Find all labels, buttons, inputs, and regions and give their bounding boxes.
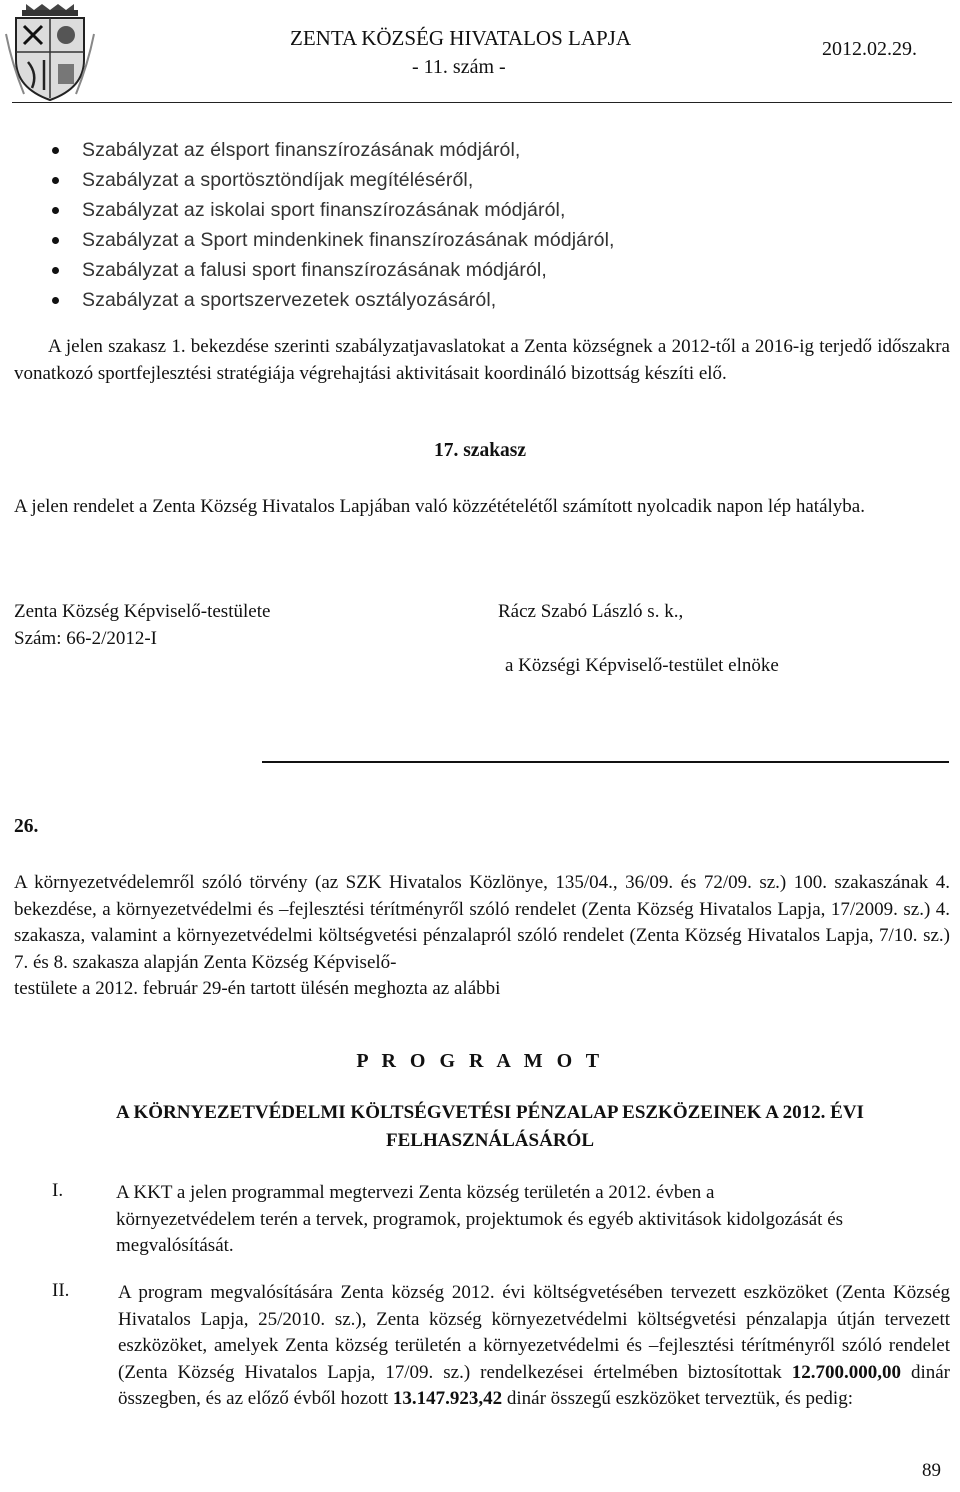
bullet-icon [52, 207, 59, 214]
item-2-number: II. [52, 1280, 70, 1301]
item-1-text: A KKT a jelen programmal megtervezi Zenta község területén a 2012. évben a környezetvédelem terén a tervek, programok, projektumok és egyéb aktivitások kidolgozását és megvalósítását. [116, 1182, 844, 1256]
signature-name: Rácz Szabó László s. k., [498, 601, 684, 622]
header-issue-number: - 11. szám - [412, 56, 506, 78]
list-item: Szabályzat a falusi sport finanszírozásának módjáról, [52, 255, 912, 285]
section-17-title: 17. szakasz [433, 440, 527, 461]
bullet-icon [52, 237, 59, 244]
header-divider [12, 102, 952, 103]
signature-council: Zenta Község Képviselő-testülete [14, 601, 271, 622]
bullet-icon [52, 177, 59, 184]
paragraph-entry-into-force: A jelen rendelet a Zenta Község Hivatalos Lapjában való közzétételétől számított nyolcadik napon lép hatályba. [14, 496, 865, 517]
paragraph-committee: A jelen szakasz 1. bekezdése szerinti szabályzatjavaslatokat a Zenta községnek a 2012-től a 2016-ig terjedő időszakra vonatkozó sportfejlesztési stratégiája végrehajtási aktivitásait koordináló bizottság készíti elő. [14, 336, 950, 384]
item-2-text: A program megvalósítására Zenta község 2012. évi költségvetésében tervezett eszközöket (Zenta Község Hivatalos Lapja, 25/2010. sz.), Zenta község környezetvédelmi költségvetési pénzalapja útján tervezett eszközöket, amelyek Zenta község területén a környezetvédelmi és –fejlesztési térítményről szóló rendelet (Zenta Község Hivatalos Lapja, 17/09. sz.) rendelkezései értelmében biztosítottak 12.700.000,00 dinár összegben, és az előző évből hozott 13.147.923,42 dinár összegű eszközöket terveztük, és pedig: [118, 1282, 950, 1409]
section-divider [262, 761, 949, 763]
regulation-list [52, 135, 912, 315]
section-26-number: 26. [14, 816, 39, 837]
amount-budget: 12.700.000,00 [791, 1361, 901, 1383]
signature-role: a Községi Képviselő-testület elnöke [505, 655, 779, 676]
header-date: 2012.02.29. [822, 38, 917, 60]
list-item: Szabályzat az iskolai sport finanszírozásának módjáról, [52, 195, 912, 225]
header-title: ZENTA KÖZSÉG HIVATALOS LAPJA [290, 26, 632, 50]
list-item: Szabályzat a sportszervezetek osztályozásáról, [52, 285, 912, 315]
program-subtitle: A KÖRNYEZETVÉDELMI KÖLTSÉGVETÉSI PÉNZALAP ESZKÖZEINEK A 2012. ÉVI FELHASZNÁLÁSÁRÓL [116, 1102, 864, 1151]
page-number: 89 [922, 1460, 941, 1481]
bullet-icon [52, 147, 59, 154]
bullet-icon [52, 297, 59, 304]
item-1-number: I. [52, 1180, 64, 1201]
list-item: Szabályzat a sportösztöndíjak megítéléséről, [52, 165, 912, 195]
program-title: P R O G R A M O T [356, 1050, 604, 1072]
list-item: Szabályzat az élsport finanszírozásának módjáról, [52, 135, 912, 165]
paragraph-legal-basis: A környezetvédelemről szóló törvény (az SZK Hivatalos Közlönye, 135/04., 36/09. és 72/09. sz.) 100. szakaszának 4. bekezdése, a környezetvédelmi és –fejlesztési térítményről szóló rendelet (Zenta Község Hivatalos Lapja, 17/2009. sz.) 4. szakasza, valamint a környezetvédelmi költségvetési pénzalapról szóló rendelet (Zenta Község Hivatalos Lapja, 7/10. sz.) 7. és 8. szakasza alapján Zenta Község Képviselő- testülete a 2012. február 29-én tartott ülésén meghozta az alábbi [14, 872, 950, 999]
signature-number: Szám: 66-2/2012-I [14, 628, 158, 649]
list-item: Szabályzat a Sport mindenkinek finanszírozásának módjáról, [52, 225, 912, 255]
amount-carried-over: 13.147.923,42 [392, 1388, 503, 1409]
municipal-crest-icon [4, 4, 96, 102]
bullet-icon [52, 267, 59, 274]
